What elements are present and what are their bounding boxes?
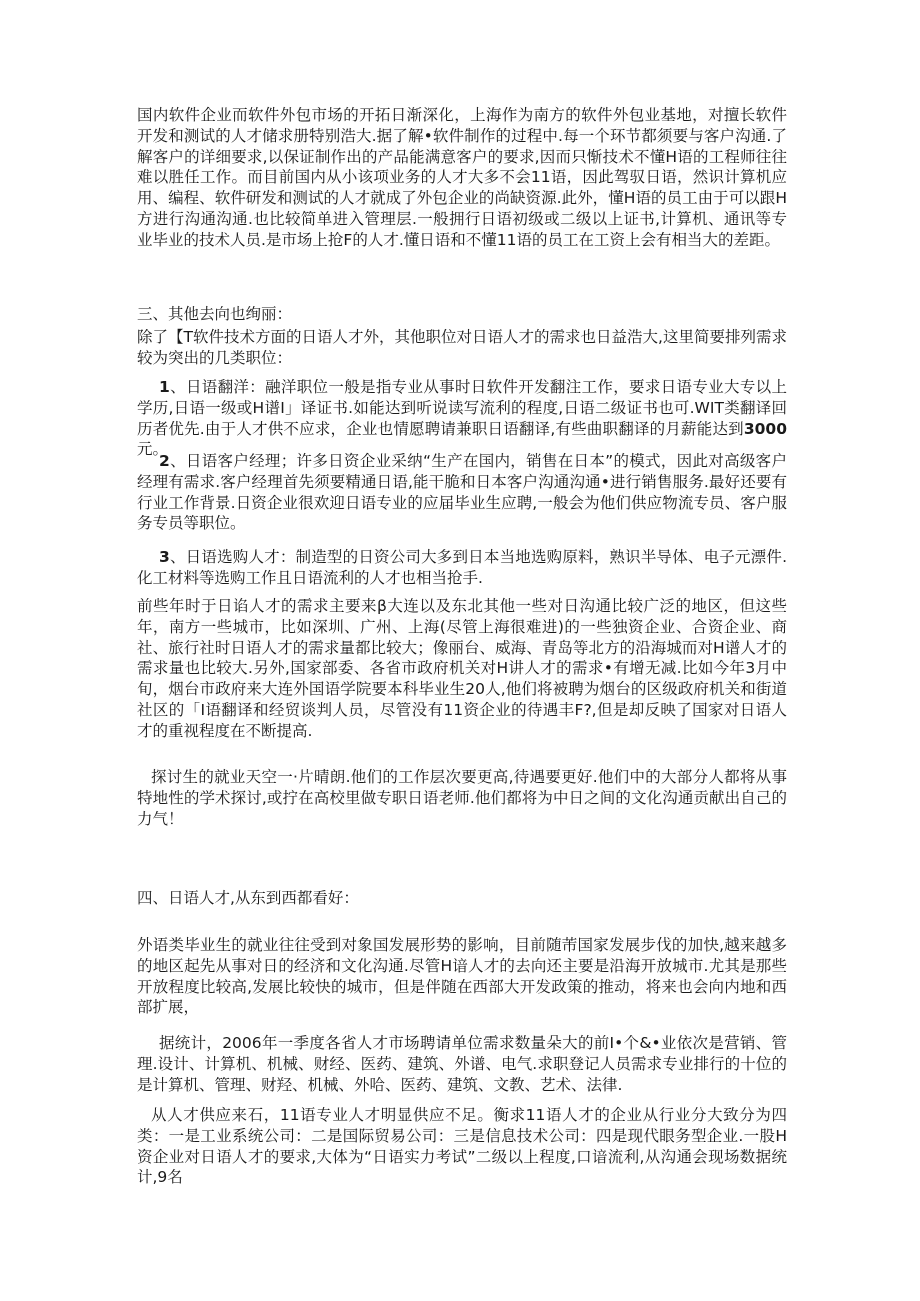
section-four-paragraph-3: 从人才供应来石，11语专业人才明显供应不足。衡求11语人才的企业从行业分大致分为四类：一是工业系统公司：二是国际贸易公司：三是信息技术公司：四是现代眼务型企业.一股H资企业对日语人才的要求,大体为“日语实力考试”二级以上程度,口谙流利,从沟通会现场数据统计,9名 (137, 1106, 787, 1187)
regions-paragraph: 前些年时于日谄人才的需求主要来β大连以及东北其他一些对日沟通比较广泛的地区，但这些年，南方一些城市，比如深圳、广州、上海(尽管上海很难进)的一些独资企业、合资企业、商社、旅行社时日语人才的需求量都比较大；像丽台、威海、青岛等北方的沿海城而对H谱人才的需求量也比较大.另外,国家部委、各省市政府机关对H讲人才的需求•有增无减.比如今年3月中旬，烟台市政府来大连外国语学院要本科毕业生20人,他们将被聘为烟台的区级政府机关和街道社区的「I语翻译和经贸谈判人员，尽管没有11资企业的待遇丰F?,但是却反映了国家对日语人才的重视程度在不断提高. (137, 597, 787, 740)
list-item-number: 1 (159, 378, 170, 396)
list-item-text: 、日语选购人才：制造型的日资公司大多到日本当地选购原料，熟识半导体、电子元漂件.化工材料等选购工作且日语流利的人才也相当抢手. (137, 548, 787, 587)
list-item-text: 、日语翻洋：融洋职位一般是指专业从事时日软件开发翻注工作，要求日语专业大专以上学历,日语一级或H谱I」译证书.如能达到听说读写流利的程度,日语二级证书也可.WIT类翻译回历者优先.由于人才供不应求，企业也情愿聘请兼职日语翻译,有些曲职翻译的月薪能达到 (137, 378, 787, 438)
graduate-students-paragraph: 探讨生的就业天空一·片晴朗.他们的工作层次要更高,待遇要更好.他们中的大部分人都将从事特地性的学术探讨,或拧在高校里做专职日语老师.他们都将为中日之间的文化沟通贡献出自己的力气！ (137, 768, 787, 828)
section-four-paragraph-2: 据统计，2006年一季度各省人才市场聘请单位需求数量朵大的前I•个&•业依次是营销、管理.设计、计算机、机械、财经、医药、建筑、外谱、电气.求职登记人员需求专业排行的十位的是计算机、管理、财羟、机械、外哈、医药、建筑、文教、艺术、法律. (137, 1034, 787, 1094)
list-item-account-manager (137, 451, 787, 534)
section-three-heading: 三、其他去向也绚丽： (137, 305, 293, 323)
section-three-intro: 除了【T软件技术方面的日语人才外，其他职位对日语人才的需求也日益浩大,这里简要排列需求较为突出的几类职位： (137, 328, 787, 367)
section-four-paragraph-1: 外语类毕业生的就业往往受到对象国发展形势的影响，目前随芾国家发展步伐的加快,越来越多的地区起先从事对日的经济和文化沟通.尽管H谙人才的去向还主要是沿海开放城市.尤其是那些开放程度比较高,发展比较快的城市，但是伴随在西部大开发政策的推动，将来也会向内地和西部扩展， (137, 936, 787, 1017)
list-item-number: 3 (159, 548, 170, 566)
list-item-text: 、日语客户经理；许多日资企业采纳“生产在国内，销售在日本”的模式，因此对高级客户经理有需求.客户经理首先须要精通日语,能干脆和日本客户沟通沟通•进行销售服务.最好还要有行业工作背景.日资企业很欢迎日语专业的应届毕业生应聘,一般会为他们供应物流专员、客户服务专员等职位。 (137, 452, 787, 533)
list-item-number: 2 (159, 452, 170, 470)
salary-figure: 3000 (743, 419, 787, 438)
list-item-purchasing (137, 547, 787, 589)
list-item-tail: 元。 (137, 440, 169, 459)
intro-paragraph: 国内软件企业而软件外包市场的开拓日渐深化，上海作为南方的软件外包业基地，对擅长软件开发和测试的人才储求册特别浩大.据了解•软件制作的过程中.每一个环节都须要与客户沟通.了解客户的详细要求,以保证制作出的产品能满意客户的要求,因而只惭技术不懂H语的工程师往往难以胜任工作。而目前国内从小该项业务的人才大多不会11语，因此驾驭日语，然识计算机应用、编程、软件研发和测试的人才就成了外包企业的尚缺资源.此外，懂H语的员工由于可以跟H方进行沟通沟通.也比较简单进入管理层.一般拥行日语初级或二级以上证书,计算机、通讯等专业毕业的技术人员.是市场上抢F的人才.懂日语和不懂11语的员工在工资上会有相当大的差距。 (137, 106, 787, 249)
list-item-translator (137, 377, 787, 460)
section-four-heading: 四、日语人才,从东到西都看好： (137, 889, 359, 907)
